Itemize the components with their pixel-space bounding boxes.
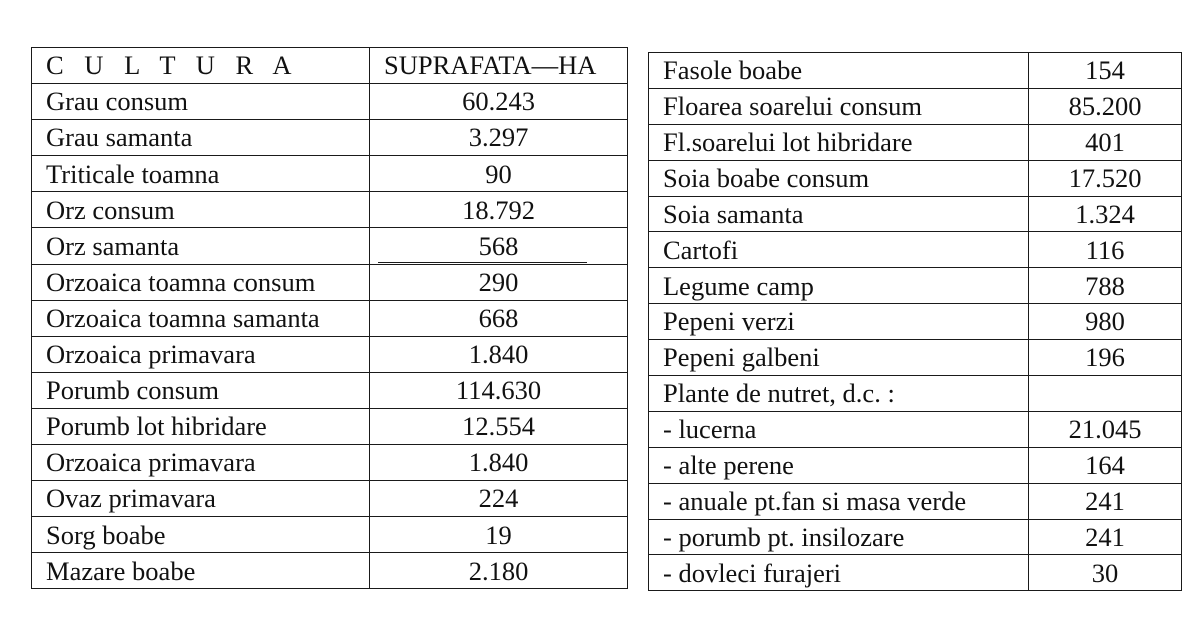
crop-name-cell: Orz consum (32, 192, 370, 228)
area-value-cell: 1.840 (370, 445, 628, 481)
crop-name-cell: - dovleci furajeri (649, 555, 1029, 591)
table-row (32, 445, 628, 481)
table-row (649, 376, 1182, 412)
area-value-cell: 290 (370, 264, 628, 300)
crop-name-cell: Orzoaica toamna samanta (32, 300, 370, 336)
table-row (649, 268, 1182, 304)
area-value-cell: 3.297 (370, 120, 628, 156)
crop-name-cell: Fl.soarelui lot hibridare (649, 124, 1029, 160)
table-row (32, 336, 628, 372)
table-row (649, 304, 1182, 340)
table-row (649, 447, 1182, 483)
table-row (649, 483, 1182, 519)
crop-name-cell: Porumb lot hibridare (32, 408, 370, 444)
table-row (32, 517, 628, 553)
underline-rule (378, 262, 587, 263)
crop-name-cell: Triticale toamna (32, 156, 370, 192)
area-value-cell: 668 (370, 300, 628, 336)
table-row (649, 53, 1182, 89)
table-row (649, 160, 1182, 196)
crop-name-cell: Soia boabe consum (649, 160, 1029, 196)
table-header-row (32, 48, 628, 84)
crop-name-cell: Fasole boabe (649, 53, 1029, 89)
crop-name-cell: - lucerna (649, 411, 1029, 447)
crop-name-cell: Orzoaica primavara (32, 336, 370, 372)
crop-area-table-right (648, 52, 1182, 591)
area-value-cell: 17.520 (1029, 160, 1182, 196)
crop-name-cell: Grau consum (32, 84, 370, 120)
area-value-cell: 224 (370, 481, 628, 517)
area-value-cell (370, 228, 628, 264)
area-value-cell: 18.792 (370, 192, 628, 228)
crop-area-table-left (31, 47, 628, 589)
area-value-cell: 60.243 (370, 84, 628, 120)
area-value-cell (1029, 376, 1182, 412)
table-row (32, 120, 628, 156)
area-value-cell: 12.554 (370, 408, 628, 444)
crop-name-cell: - alte perene (649, 447, 1029, 483)
crop-name-cell: Porumb consum (32, 372, 370, 408)
area-value-cell: 2.180 (370, 553, 628, 589)
table-row (649, 232, 1182, 268)
area-value-cell: 164 (1029, 447, 1182, 483)
column-header-area: SUPRAFATA—HA (370, 48, 628, 84)
crop-name-cell: Ovaz primavara (32, 481, 370, 517)
table-row (32, 264, 628, 300)
table-row (32, 481, 628, 517)
area-value-cell: 116 (1029, 232, 1182, 268)
crop-name-cell: Orzoaica toamna consum (32, 264, 370, 300)
crop-name-cell: Soia samanta (649, 196, 1029, 232)
table-row (649, 555, 1182, 591)
table-row (649, 196, 1182, 232)
table-row (32, 156, 628, 192)
table-row (32, 408, 628, 444)
table-row (32, 372, 628, 408)
table-row (32, 84, 628, 120)
table-row (32, 228, 628, 264)
table-row (32, 300, 628, 336)
crop-name-cell: Grau samanta (32, 120, 370, 156)
area-value-cell: 90 (370, 156, 628, 192)
area-value-cell: 241 (1029, 519, 1182, 555)
column-header-culture: C U L T U R A (32, 48, 370, 84)
area-value-cell: 154 (1029, 53, 1182, 89)
area-value-cell: 196 (1029, 340, 1182, 376)
area-value-cell: 1.840 (370, 336, 628, 372)
crop-name-cell: Pepeni verzi (649, 304, 1029, 340)
table-row (649, 519, 1182, 555)
table-row (32, 192, 628, 228)
area-value-cell: 788 (1029, 268, 1182, 304)
crop-name-cell: - anuale pt.fan si masa verde (649, 483, 1029, 519)
crop-name-cell: Cartofi (649, 232, 1029, 268)
crop-name-cell: Orzoaica primavara (32, 445, 370, 481)
crop-name-cell: Orz samanta (32, 228, 370, 264)
crop-name-cell: Sorg boabe (32, 517, 370, 553)
crop-name-cell: Legume camp (649, 268, 1029, 304)
crop-name-cell: Floarea soarelui consum (649, 88, 1029, 124)
crop-name-cell: - porumb pt. insilozare (649, 519, 1029, 555)
area-value-cell: 980 (1029, 304, 1182, 340)
area-value-cell: 30 (1029, 555, 1182, 591)
table-row (32, 553, 628, 589)
area-value-cell: 241 (1029, 483, 1182, 519)
area-value-cell: 114.630 (370, 372, 628, 408)
area-value-cell: 21.045 (1029, 411, 1182, 447)
area-value-cell: 401 (1029, 124, 1182, 160)
area-value-cell: 19 (370, 517, 628, 553)
table-row (649, 88, 1182, 124)
area-value-cell: 85.200 (1029, 88, 1182, 124)
area-value-cell: 1.324 (1029, 196, 1182, 232)
crop-name-cell: Mazare boabe (32, 553, 370, 589)
crop-name-cell: Pepeni galbeni (649, 340, 1029, 376)
area-value-text: 568 (478, 230, 519, 261)
table-row (649, 124, 1182, 160)
crop-name-cell: Plante de nutret, d.c. : (649, 376, 1029, 412)
table-row (649, 340, 1182, 376)
table-row (649, 411, 1182, 447)
